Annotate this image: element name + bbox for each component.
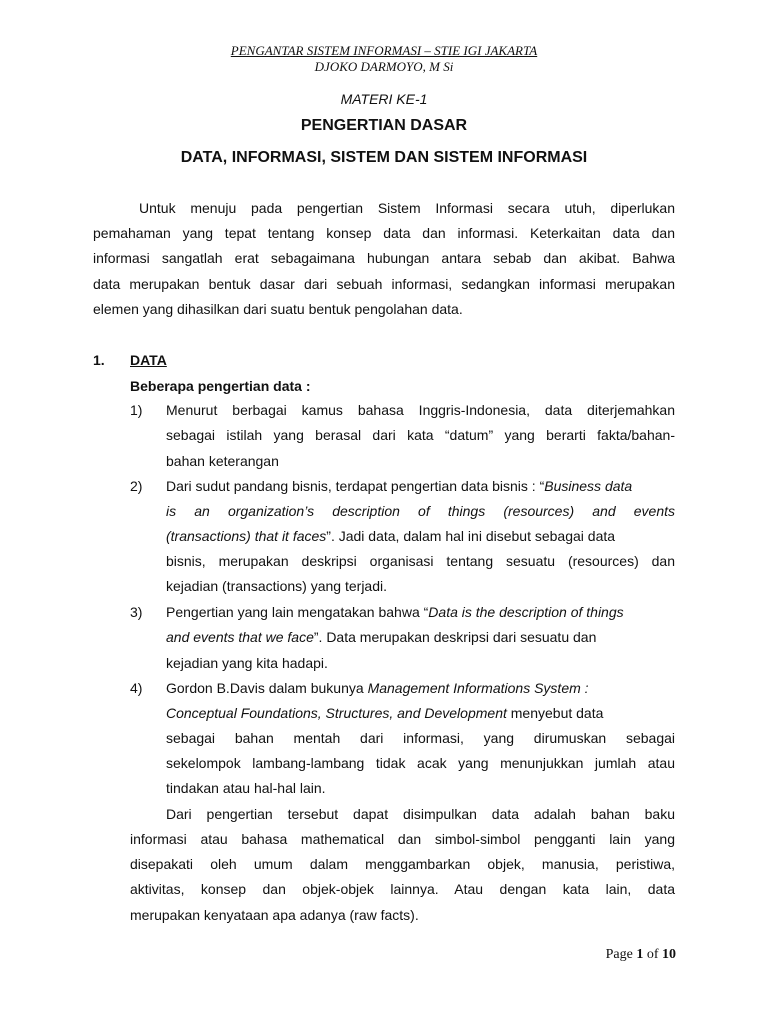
item-2-line-4: bisnis, merupakan deskripsi organisasi tentang sesuatu (resources) dan — [166, 553, 675, 569]
of-label: of — [646, 947, 659, 962]
item-4-line-2-text: menyebut data — [506, 705, 604, 721]
item-1-line-2: sebagai istilah yang berasal dari kata “datum” yang berarti fakta/bahan- — [166, 427, 675, 443]
item-3-line-1-italic: Data is the description of things — [428, 604, 624, 620]
item-3-line-2 — [166, 629, 675, 645]
conclusion-line-3: disepakati oleh umum dalam menggambarkan objek, manusia, peristiwa, — [130, 856, 675, 872]
item-3-line-2-italic: and events that we face — [166, 629, 314, 645]
item-3-line-1 — [166, 604, 675, 620]
item-2-line-3 — [166, 528, 675, 544]
item-4-line-1 — [166, 680, 675, 696]
item-4-line-4: sekelompok lambang-lambang tidak acak yang menunjukkan jumlah atau — [166, 755, 675, 771]
item-1-line-3: bahan keterangan — [166, 453, 279, 469]
conclusion-line-4: aktivitas, konsep dan objek-objek lainnya. Atau dengan kata lain, data — [130, 881, 675, 897]
intro-line-1: Untuk menuju pada pengertian Sistem Informasi secara utuh, diperlukan — [139, 200, 675, 216]
item-4-line-5: tindakan atau hal-hal lain. — [166, 780, 326, 796]
conclusion-line-2: informasi atau bahasa mathematical dan simbol-simbol pengganti lain yang — [130, 831, 675, 847]
running-header-course: PENGANTAR SISTEM INFORMASI – STIE IGI JAKARTA — [230, 43, 538, 58]
section-title: DATA — [130, 352, 167, 368]
intro-line-4: data merupakan bentuk dasar dari sebuah informasi, sedangkan informasi merupakan — [93, 276, 675, 292]
section-number: 1. — [93, 352, 105, 368]
item-3-number: 3) — [130, 604, 143, 620]
page-label: Page — [605, 947, 633, 962]
item-4-line-1-text: Gordon B.Davis dalam bukunya — [166, 680, 368, 696]
item-2-line-1-text: Dari sudut pandang bisnis, terdapat pengertian data bisnis : “ — [166, 478, 545, 494]
item-1-number: 1) — [130, 402, 143, 418]
current-page-number: 1 — [636, 947, 644, 962]
section-subtitle: Beberapa pengertian data : — [130, 378, 311, 394]
item-2-line-5: kejadian (transactions) yang terjadi. — [166, 578, 388, 594]
conclusion-line-1: Dari pengertian tersebut dapat disimpulkan data adalah bahan baku — [166, 806, 675, 822]
item-2-line-3-italic: (transactions) that it faces — [166, 528, 327, 544]
item-4-line-2-italic: Conceptual Foundations, Structures, and Development — [166, 705, 507, 721]
item-2-line-2: is an organization’s description of things (resources) and events — [166, 503, 675, 519]
page-number-footer — [606, 947, 676, 963]
item-2-line-1-italic: Business data — [544, 478, 633, 494]
running-header-author: DJOKO DARMOYO, M Si — [314, 59, 454, 74]
item-2-number: 2) — [130, 478, 143, 494]
intro-line-2: pemahaman yang tepat tentang konsep data dan informasi. Keterkaitan data dan — [93, 225, 675, 241]
item-1-line-1: Menurut berbagai kamus bahasa Inggris-Indonesia, data diterjemahkan — [166, 402, 675, 418]
item-2-line-3-text: ”. Jadi data, dalam hal ini disebut sebagai data — [326, 528, 616, 544]
item-3-line-2-text: ”. Data merupakan deskripsi dari sesuatu dan — [313, 629, 597, 645]
item-3-line-1-text: Pengertian yang lain mengatakan bahwa “ — [166, 604, 429, 620]
item-3-line-3: kejadian yang kita hadapi. — [166, 655, 328, 671]
main-subtitle: DATA, INFORMASI, SISTEM DAN SISTEM INFORMASI — [180, 149, 588, 166]
item-4-number: 4) — [130, 680, 143, 696]
item-2-line-1 — [166, 478, 675, 494]
item-4-line-3: sebagai bahan mentah dari informasi, yang dirumuskan sebagai — [166, 730, 675, 746]
intro-line-3: informasi sangatlah erat sebagaimana hubungan antara sebab dan akibat. Bahwa — [93, 250, 675, 266]
item-4-line-1-italic: Management Informations System : — [367, 680, 589, 696]
conclusion-line-5: merupakan kenyataan apa adanya (raw facts). — [130, 907, 419, 923]
main-title: PENGERTIAN DASAR — [300, 117, 468, 134]
intro-line-5: elemen yang dihasilkan dari suatu bentuk pengolahan data. — [93, 301, 463, 317]
materi-label: MATERI KE-1 — [340, 91, 428, 107]
item-4-line-2 — [166, 705, 675, 721]
total-pages-number: 10 — [662, 947, 676, 962]
